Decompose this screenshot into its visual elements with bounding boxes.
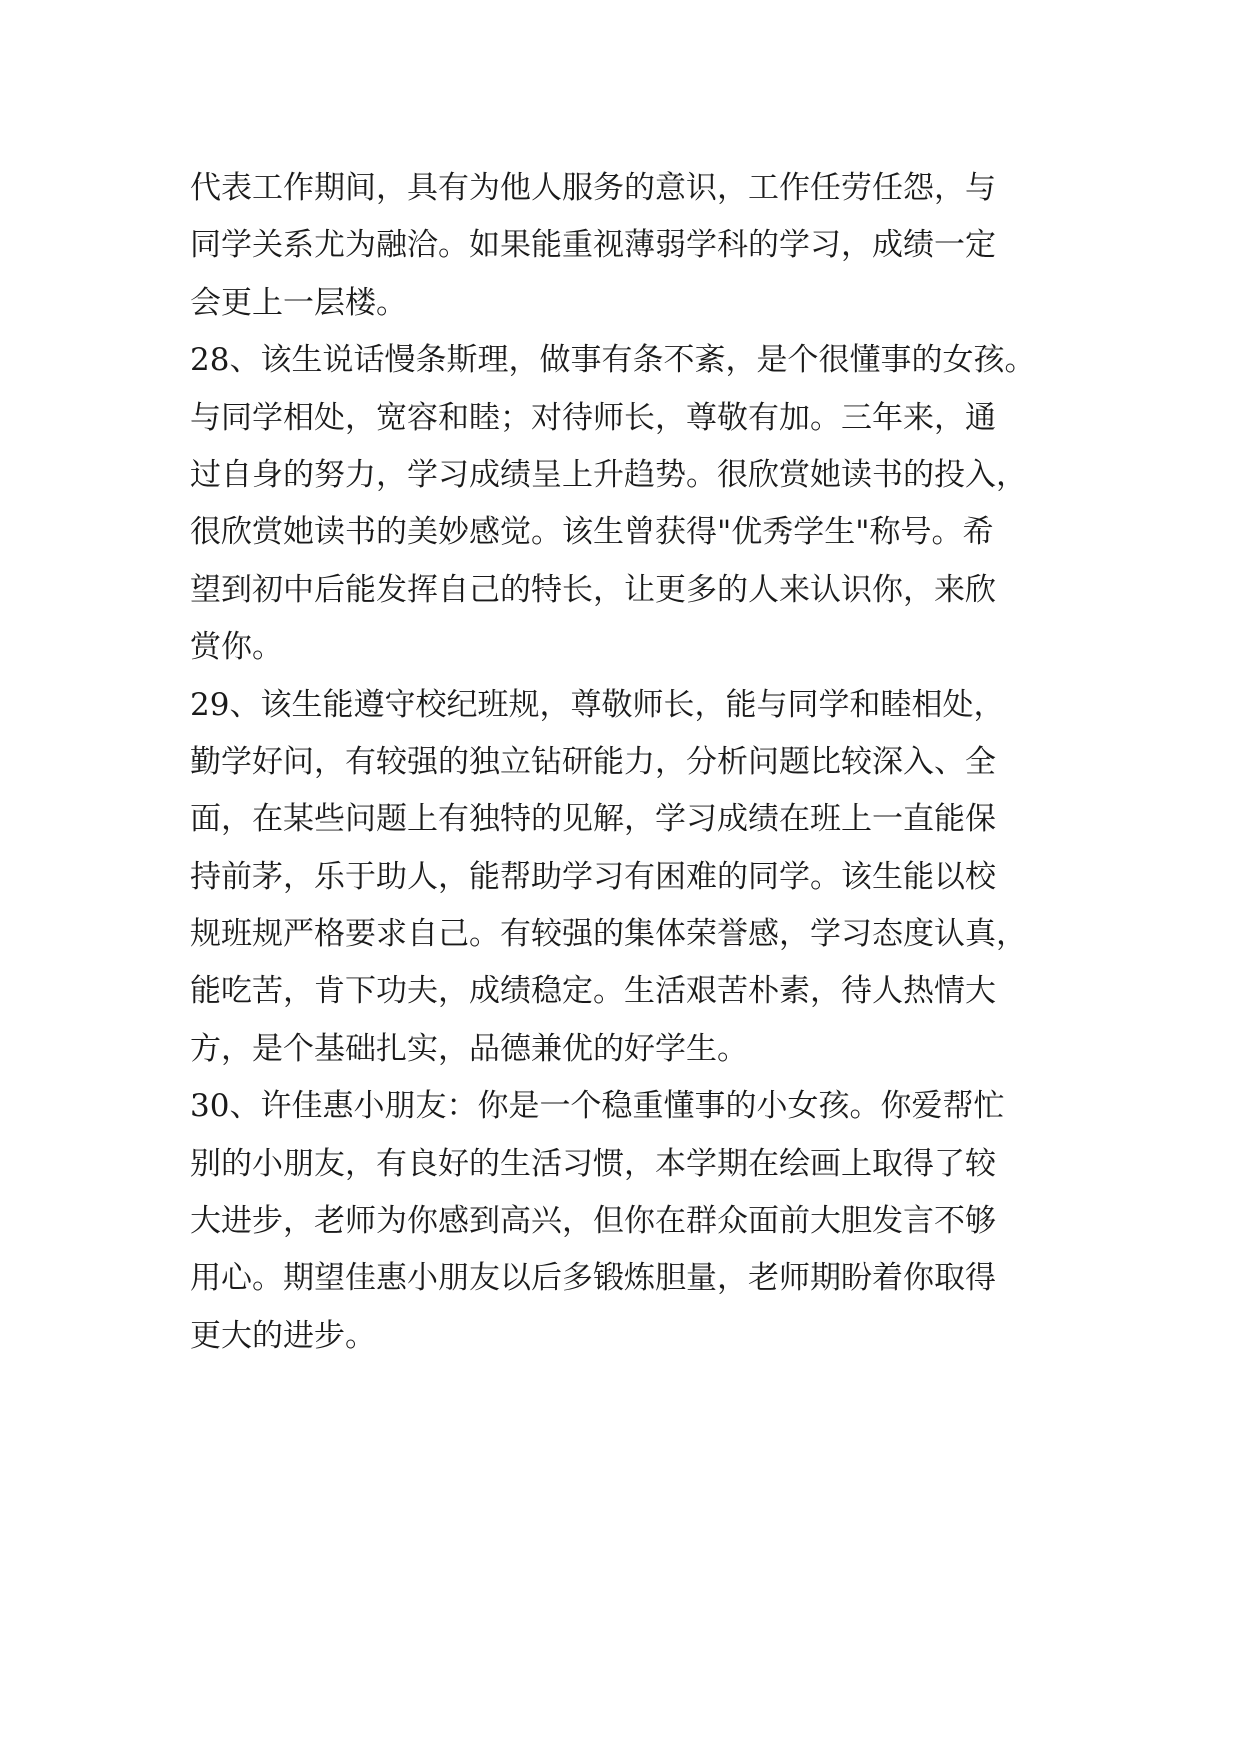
text-line: 更大的进步。 (190, 1317, 376, 1354)
text-line: 很欣赏她读书的美妙感觉。该生曾获得"优秀学生"称号。希 (190, 514, 994, 551)
text-line: 望到初中后能发挥自己的特长，让更多的人来认识你，来欣 (190, 571, 996, 608)
text-line: 同学关系尤为融洽。如果能重视薄弱学科的学习，成绩一定 (190, 227, 996, 264)
text-line: 方，是个基础扎实，品德兼优的好学生。 (190, 1030, 748, 1067)
text-line: 规班规严格要求自己。有较强的集体荣誉感，学习态度认真， (190, 916, 1027, 953)
text-line: 30、许佳惠小朋友：你是一个稳重懂事的小女孩。你爱帮忙 (190, 1088, 1005, 1125)
text-line: 会更上一层楼。 (190, 284, 407, 321)
text-line: 代表工作期间，具有为他人服务的意识，工作任劳任怨，与 (190, 170, 996, 206)
text-line: 勤学好问，有较强的独立钻研能力，分析问题比较深入、全 (190, 743, 996, 780)
paragraph-item-29 (190, 677, 1060, 1079)
text-line: 赏你。 (190, 629, 283, 666)
text-line: 大进步，老师为你感到高兴，但你在群众面前大胆发言不够 (190, 1203, 996, 1240)
text-line: 28、该生说话慢条斯理，做事有条不紊，是个很懂事的女孩。 (190, 342, 1036, 379)
text-line: 持前茅，乐于助人，能帮助学习有困难的同学。该生能以校 (190, 858, 996, 895)
text-line: 过自身的努力，学习成绩呈上升趋势。很欣赏她读书的投入， (190, 456, 1027, 493)
text-line: 与同学相处，宽容和睦；对待师长，尊敬有加。三年来，通 (190, 399, 996, 436)
paragraph-continuation (190, 160, 1060, 332)
text-line: 能吃苦，肯下功夫，成绩稳定。生活艰苦朴素，待人热情大 (190, 973, 996, 1010)
text-line: 别的小朋友，有良好的生活习惯，本学期在绘画上取得了较 (190, 1145, 996, 1182)
text-line: 面，在某些问题上有独特的见解，学习成绩在班上一直能保 (190, 801, 996, 838)
document-body (190, 160, 1060, 1365)
paragraph-item-30 (190, 1078, 1060, 1365)
text-line: 29、该生能遵守校纪班规，尊敬师长，能与同学和睦相处， (190, 686, 1005, 723)
text-line: 用心。期望佳惠小朋友以后多锻炼胆量，老师期盼着你取得 (190, 1260, 996, 1297)
paragraph-item-28 (190, 332, 1060, 676)
